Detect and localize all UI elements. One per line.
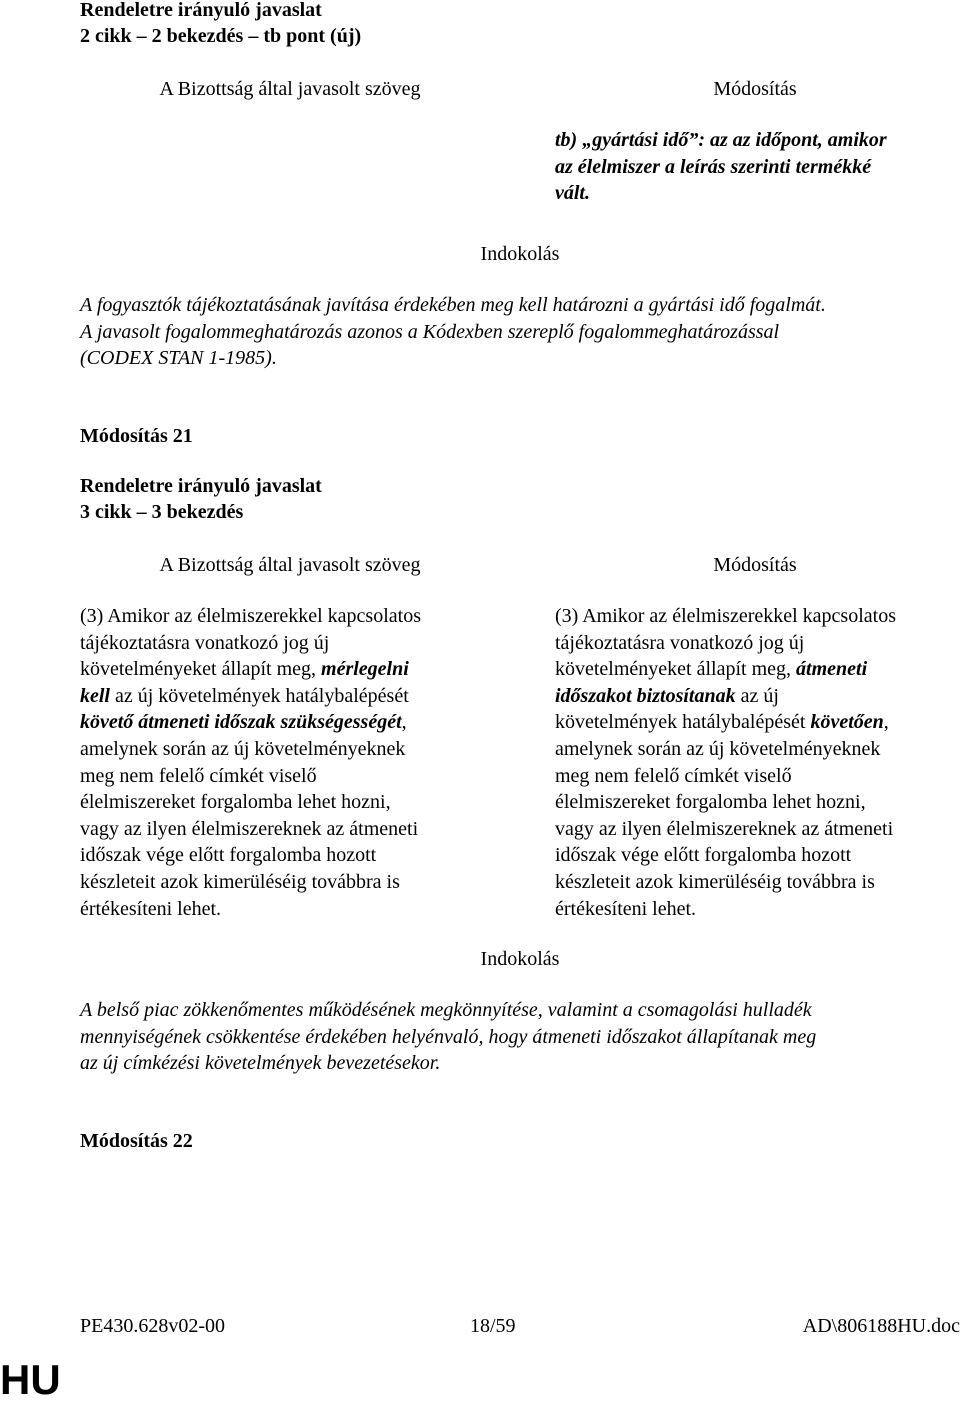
text-run: , xyxy=(401,711,407,734)
justification-line: A fogyasztók tájékoztatásának javítása érdekében meg kell határozni a gyártási idő fogalmát. xyxy=(80,294,826,316)
text-line xyxy=(555,683,896,710)
amendment-heading: Módosítás xyxy=(713,78,797,100)
text-line: készleteit azok kimerüléséig továbbra is xyxy=(555,870,875,893)
text-line: értékesíteni lehet. xyxy=(80,897,222,920)
text-line: amelynek során az új követelményeknek xyxy=(555,737,881,760)
commission-text-heading: A Bizottság által javasolt szöveg xyxy=(159,554,421,576)
changed-text: kell xyxy=(80,684,110,707)
amendment-number: Módosítás 22 xyxy=(80,1130,193,1152)
justification-line: az új címkézési követelmények bevezetésekor. xyxy=(80,1052,441,1075)
text-line: amelynek során az új követelményeknek xyxy=(80,737,406,760)
text-line xyxy=(80,683,421,710)
text-line: időszak vége előtt forgalomba hozott xyxy=(555,844,852,867)
text-line: (3) Amikor az élelmiszerekkel kapcsolatos xyxy=(555,605,896,627)
amendment-number: Módosítás 21 xyxy=(80,425,193,447)
text-line: tájékoztatásra vonatkozó jog új xyxy=(80,631,330,654)
text-run: az új xyxy=(735,684,779,707)
text-line xyxy=(555,656,896,683)
text-line: élelmiszereket forgalomba lehet hozni, xyxy=(555,791,866,814)
justification-line: mennyiségének csökkentése érdekében helyénvaló, hogy átmeneti időszakot állapítanak meg xyxy=(80,1025,817,1048)
text-line: (3) Amikor az élelmiszerekkel kapcsolatos xyxy=(80,605,421,627)
text-line: időszak vége előtt forgalomba hozott xyxy=(80,844,377,867)
text-line: vagy az ilyen élelmiszereknek az átmeneti xyxy=(80,817,419,840)
justification-heading: Indokolás xyxy=(480,243,560,265)
amendment-header-line1: Rendeletre irányuló javaslat xyxy=(80,475,322,497)
text-run: követelményeket állapít meg, xyxy=(80,658,322,681)
text-line xyxy=(80,709,421,736)
text-line: élelmiszereket forgalomba lehet hozni, xyxy=(80,791,391,814)
justification-line: A belső piac zökkenőmentes működésének megkönnyítése, valamint a csomagolási hulladék xyxy=(80,999,812,1021)
footer-file-name: AD\806188HU.doc xyxy=(802,1315,960,1337)
text-run: az új követelmények hatálybalépését xyxy=(110,684,409,707)
text-line: tájékoztatásra vonatkozó jog új xyxy=(555,631,805,654)
text-line: vagy az ilyen élelmiszereknek az átmeneti xyxy=(555,817,894,840)
text-line: meg nem felelő címkét viselő xyxy=(555,764,792,787)
footer-page-number: 18/59 xyxy=(470,1315,516,1337)
justification-line: (CODEX STAN 1-1985). xyxy=(80,347,277,370)
text-line xyxy=(80,656,421,683)
text-run: , xyxy=(883,711,889,734)
changed-text: követő átmeneti időszak szükségességét xyxy=(80,711,402,734)
changed-text: átmeneti xyxy=(796,658,868,681)
commission-text-heading: A Bizottság által javasolt szöveg xyxy=(159,78,421,100)
changed-text: követően xyxy=(810,711,884,734)
text-line xyxy=(555,709,896,736)
amendment-right-line: tb) „gyártási idő”: az az időpont, amikor xyxy=(555,129,887,151)
amendment-right-text xyxy=(555,127,887,207)
text-line: meg nem felelő címkét viselő xyxy=(80,764,317,787)
amendment-header-line1: Rendeletre irányuló javaslat xyxy=(80,0,322,21)
text-line: készleteit azok kimerüléséig továbbra is xyxy=(80,870,400,893)
justification-text xyxy=(80,997,816,1077)
amendment-header-line2: 2 cikk – 2 bekezdés – tb pont (új) xyxy=(80,25,362,47)
amendment-header-line2: 3 cikk – 3 bekezdés xyxy=(80,501,244,523)
justification-heading: Indokolás xyxy=(480,948,560,970)
changed-text: időszakot biztosítanak xyxy=(555,684,736,707)
text-run: követelmények hatálybalépését xyxy=(555,711,811,734)
commission-text xyxy=(80,603,421,922)
justification-line: A javasolt fogalommeghatározás azonos a Kódexben szereplő fogalommeghatározással xyxy=(80,320,780,343)
amendment-right-line: vált. xyxy=(555,182,590,205)
amendment-text xyxy=(555,603,896,922)
justification-text xyxy=(80,292,826,372)
amendment-right-line: az élelmiszer a leírás szerinti termékké xyxy=(555,155,872,178)
text-run: követelményeket állapít meg, xyxy=(555,658,797,681)
language-code: HU xyxy=(0,1356,61,1403)
changed-text: mérlegelni xyxy=(321,658,409,681)
amendment-heading: Módosítás xyxy=(713,554,797,576)
text-line: értékesíteni lehet. xyxy=(555,897,697,920)
footer-document-ref: PE430.628v02-00 xyxy=(80,1315,225,1337)
